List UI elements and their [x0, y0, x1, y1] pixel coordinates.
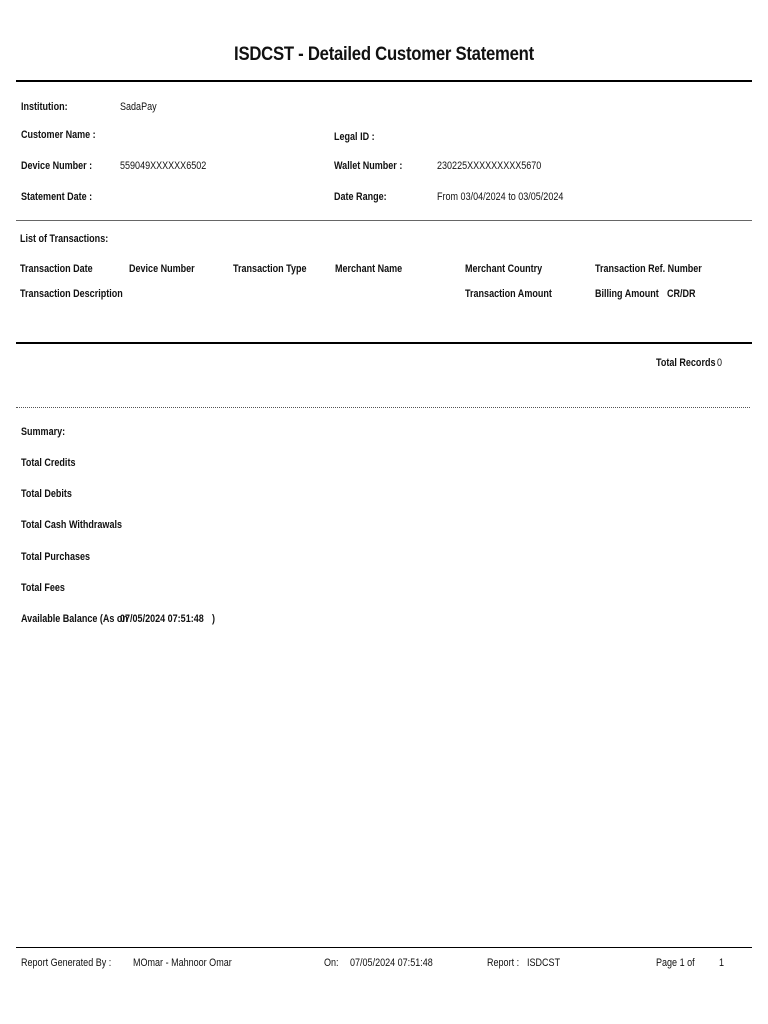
date-range-value: From 03/04/2024 to 03/05/2024 — [437, 191, 564, 203]
wallet-number-value: 230225XXXXXXXXX5670 — [437, 160, 542, 172]
total-purchases-label: Total Purchases — [21, 551, 91, 563]
page-total: 1 — [719, 957, 725, 969]
report-on-label: On: — [324, 957, 339, 969]
total-records-value: 0 — [717, 357, 723, 369]
col-transaction-description: Transaction Description — [20, 288, 123, 300]
device-number-label: Device Number : — [21, 160, 93, 172]
available-balance-close: ) — [212, 613, 216, 625]
transactions-section-label: List of Transactions: — [20, 233, 109, 245]
customer-name-label: Customer Name : — [21, 129, 96, 141]
header-divider — [16, 220, 752, 221]
col-transaction-amount: Transaction Amount — [465, 288, 552, 300]
institution-value: SadaPay — [120, 101, 157, 113]
legal-id-label: Legal ID : — [334, 131, 375, 143]
footer-divider — [16, 947, 752, 948]
page-title: ISDCST - Detailed Customer Statement — [234, 44, 534, 65]
institution-label: Institution: — [21, 101, 68, 113]
total-debits-label: Total Debits — [21, 488, 72, 500]
col-cr-dr: CR/DR — [667, 288, 696, 300]
col-billing-amount: Billing Amount — [595, 288, 659, 300]
total-fees-label: Total Fees — [21, 582, 65, 594]
available-balance-label: Available Balance (As on — [21, 613, 128, 625]
total-cash-withdrawals-label: Total Cash Withdrawals — [21, 519, 123, 531]
summary-label: Summary: — [21, 426, 66, 438]
report-label: Report : — [487, 957, 520, 969]
summary-divider — [16, 407, 750, 408]
statement-date-label: Statement Date : — [21, 191, 93, 203]
report-generated-by-value: MOmar - Mahnoor Omar — [133, 957, 232, 969]
col-merchant-country: Merchant Country — [465, 263, 543, 275]
report-on-value: 07/05/2024 07:51:48 — [350, 957, 433, 969]
date-range-label: Date Range: — [334, 191, 387, 203]
col-merchant-name: Merchant Name — [335, 263, 403, 275]
total-records-label: Total Records — [656, 357, 716, 369]
title-divider — [16, 80, 752, 82]
wallet-number-label: Wallet Number : — [334, 160, 403, 172]
device-number-value: 559049XXXXXX6502 — [120, 160, 207, 172]
report-generated-by-label: Report Generated By : — [21, 957, 112, 969]
col-transaction-type: Transaction Type — [233, 263, 307, 275]
col-transaction-ref-number: Transaction Ref. Number — [595, 263, 702, 275]
page-number-label: Page 1 of — [656, 957, 695, 969]
col-device-number: Device Number — [129, 263, 195, 275]
transactions-divider — [16, 342, 752, 344]
total-credits-label: Total Credits — [21, 457, 76, 469]
col-transaction-date: Transaction Date — [20, 263, 93, 275]
report-value: ISDCST — [527, 957, 561, 969]
available-balance-date: 07/05/2024 07:51:48 — [120, 613, 204, 625]
